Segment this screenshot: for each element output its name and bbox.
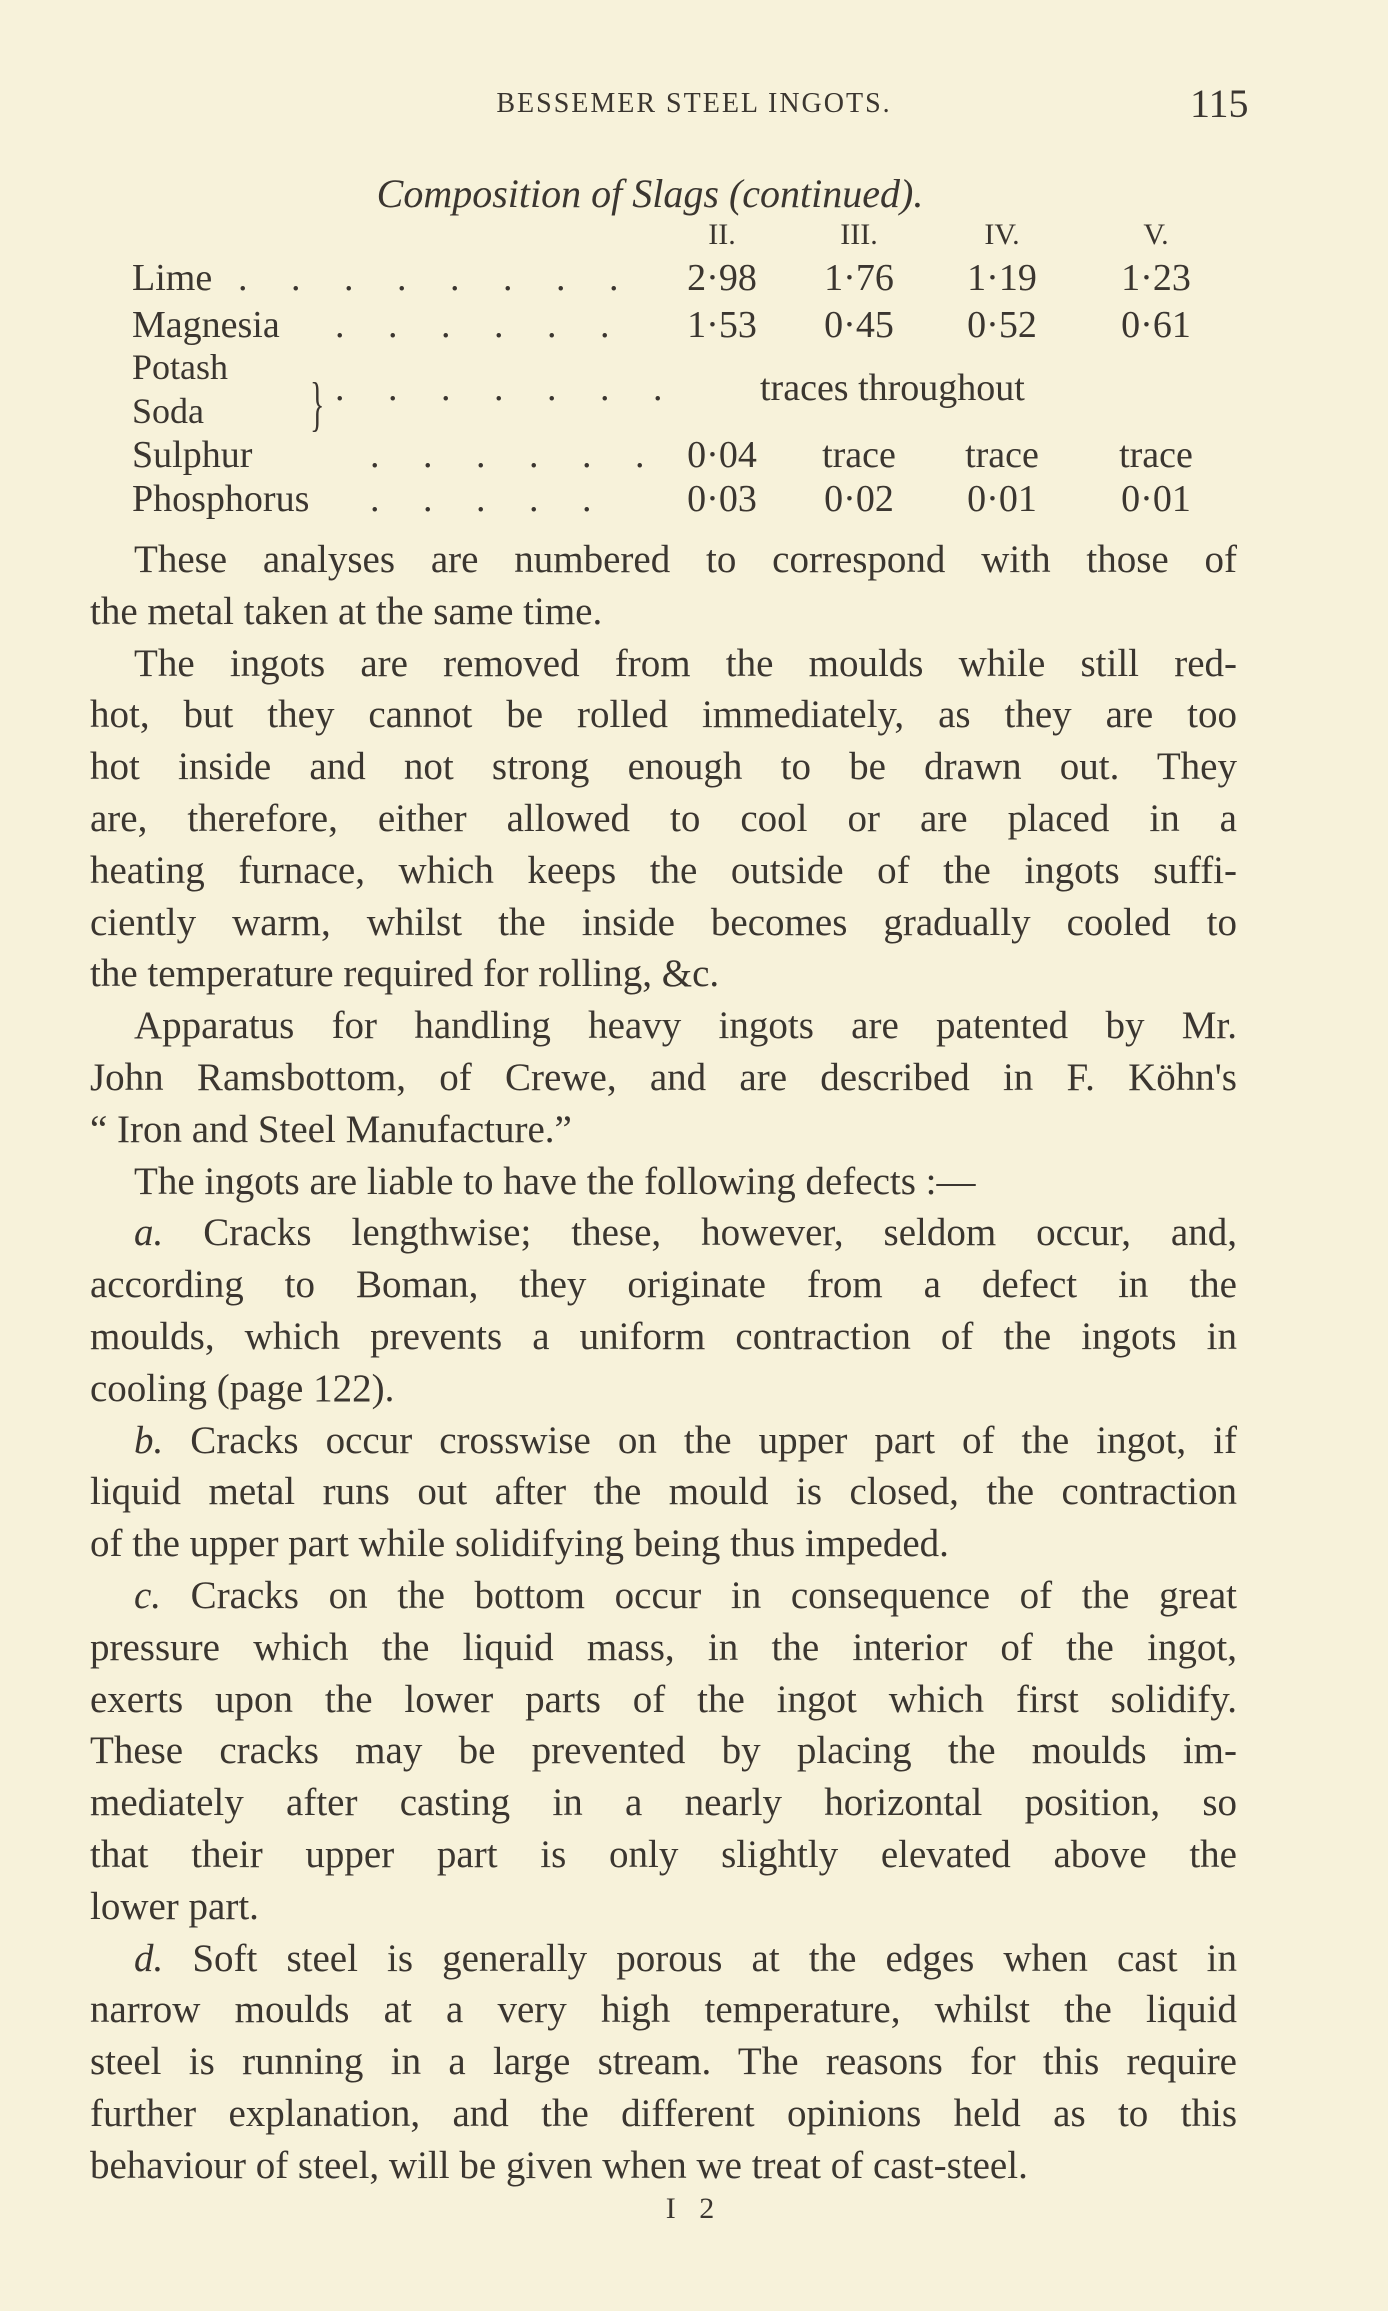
text-line: the metal taken at the same time. — [90, 589, 603, 633]
table-cell: 0·04 — [687, 434, 757, 476]
leader-dots: . . . . . . — [370, 434, 662, 476]
table-cell: 0·02 — [824, 478, 894, 520]
table-cell: 0·01 — [967, 478, 1037, 520]
text-line — [90, 1207, 1237, 1259]
item-label: a. — [134, 1211, 164, 1255]
table-cell: 1·23 — [1121, 257, 1191, 299]
text-line: “ Iron and Steel Manufacture.” — [90, 1107, 572, 1151]
text-line: steel is running in a large stream. The reasons for this require — [90, 2040, 1237, 2084]
column-header: V. — [1143, 218, 1169, 251]
table-cell: 1·76 — [824, 257, 894, 299]
body-text — [90, 534, 1237, 2192]
text-line: cooling (page 122). — [90, 1366, 395, 1410]
item-label: b. — [134, 1418, 164, 1462]
paragraph — [90, 1933, 1237, 2192]
line-text: Soft steel is generally porous at the edges when cast in — [163, 1936, 1237, 1980]
text-line — [90, 1933, 1237, 1985]
table-cell: 0·52 — [967, 304, 1037, 346]
text-line: Apparatus for handling heavy ingots are patented by Mr. — [134, 1004, 1237, 1048]
line-text: Cracks lengthwise; these, however, seldom occur, and, — [163, 1211, 1237, 1255]
text-line: pressure which the liquid mass, in the interior of the ingot, — [90, 1625, 1237, 1669]
item-label: d. — [134, 1936, 164, 1980]
text-line: hot inside and not strong enough to be drawn out. They — [90, 745, 1237, 789]
running-head: BESSEMER STEEL INGOTS. — [496, 88, 892, 119]
table-cell: 0·01 — [1121, 478, 1191, 520]
paragraph — [90, 1000, 1237, 1155]
line-text: Cracks occur crosswise on the upper part of the ingot, if — [163, 1418, 1237, 1462]
text-line: The ingots are removed from the moulds while still red- — [134, 641, 1237, 685]
text-line: according to Boman, they originate from a defect in the — [90, 1263, 1237, 1307]
text-line: hot, but they cannot be rolled immediately, as they are too — [90, 693, 1237, 737]
row-label: Lime — [132, 257, 213, 299]
table-cell: 1·53 — [687, 304, 757, 346]
item-label: c. — [134, 1573, 162, 1617]
text-line — [90, 1415, 1237, 1467]
column-header: III. — [840, 218, 878, 251]
row-label: Magnesia — [132, 304, 280, 346]
text-line: that their upper part is only slightly elevated above the — [90, 1832, 1237, 1876]
signature-mark: I 2 — [665, 2192, 723, 2225]
text-line: exerts upon the lower parts of the ingot which first solidify. — [90, 1677, 1237, 1721]
table-cell: trace — [965, 434, 1039, 476]
row-label: Potash — [132, 347, 229, 387]
brace-icon: } — [310, 371, 325, 437]
text-line: These analyses are numbered to correspond with those of — [134, 538, 1237, 581]
text-line: John Ramsbottom, of Crewe, and are described in F. Köhn's — [90, 1055, 1237, 1099]
leader-dots: . . . . . . . — [335, 367, 680, 409]
text-line: The ingots are liable to have the following defects :— — [134, 1159, 976, 1203]
column-header: IV. — [984, 218, 1020, 251]
line-text: Cracks on the bottom occur in consequence of the great — [161, 1573, 1237, 1617]
text-line: lower part. — [90, 1884, 259, 1928]
table-cell: 0·03 — [687, 478, 757, 520]
table-cell: 1·19 — [967, 257, 1037, 299]
text-line: behaviour of steel, will be given when we treat of cast-steel. — [90, 2143, 1028, 2187]
text-line — [90, 1570, 1237, 1622]
text-line: further explanation, and the different opinions held as to this — [90, 2091, 1237, 2135]
text-line: the temperature required for rolling, &c. — [90, 952, 720, 996]
text-line: ciently warm, whilst the inside becomes gradually cooled to — [90, 900, 1237, 944]
paragraph — [90, 1415, 1237, 1570]
text-line: mediately after casting in a nearly horizontal position, so — [90, 1781, 1237, 1825]
text-line: heating furnace, which keeps the outside of the ingots suffi- — [90, 848, 1237, 892]
paragraph — [90, 1156, 1237, 1208]
table-cell: trace — [1119, 434, 1193, 476]
table-cell: 2·98 — [687, 257, 757, 299]
text-line: moulds, which prevents a uniform contraction of the ingots in — [90, 1314, 1237, 1358]
row-label: Soda — [132, 391, 204, 431]
table-title: Composition of Slags (continued). — [376, 171, 924, 216]
table-cell: 0·61 — [1121, 304, 1191, 346]
paragraph — [90, 534, 1237, 638]
text-line: are, therefore, either allowed to cool or are placed in a — [90, 796, 1237, 840]
leader-dots: . . . . . . . . — [238, 257, 636, 299]
merged-cell: traces throughout — [760, 367, 1025, 409]
paragraph — [90, 1207, 1237, 1414]
leader-dots: . . . . . . — [335, 304, 627, 346]
paragraph — [90, 1570, 1237, 1933]
paragraph — [90, 638, 1237, 1001]
text-line: liquid metal runs out after the mould is closed, the contraction — [90, 1470, 1237, 1514]
row-label: Sulphur — [132, 434, 253, 476]
leader-dots: . . . . . — [370, 478, 609, 520]
text-line: of the upper part while solidifying being thus impeded. — [90, 1522, 949, 1566]
column-header: II. — [708, 218, 736, 251]
text-line: These cracks may be prevented by placing the moulds im- — [90, 1729, 1237, 1773]
table-cell: trace — [822, 434, 896, 476]
row-label: Phosphorus — [132, 478, 310, 520]
text-line: narrow moulds at a very high temperature, whilst the liquid — [90, 1988, 1237, 2032]
table-cell: 0·45 — [824, 304, 894, 346]
page-number: 115 — [1190, 81, 1249, 126]
